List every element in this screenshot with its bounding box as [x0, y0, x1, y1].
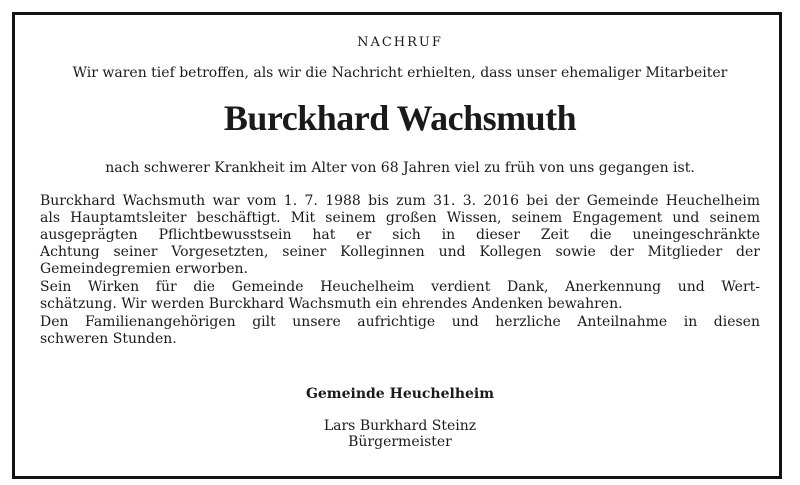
paragraph-line: Gemeindegremien erworben. — [40, 261, 249, 277]
after-name-text: nach schwerer Krankheit im Alter von 68 Jahren viel zu früh von uns gegangen ist. — [105, 160, 695, 176]
deceased-name: Burckhard Wachsmuth — [223, 98, 577, 138]
paragraph-line: Burckhard Wachsmuth war vom 1. 7. 1988 bis zum 31. 3. 2016 bei der Gemeinde Heuchelheim — [40, 193, 760, 209]
paragraph-line: Sein Wirken für die Gemeinde Heuchelheim verdient Dank, Anerkennung und Wert- — [40, 279, 760, 295]
paragraph-line: schätzung. Wir werden Burckhard Wachsmuth ein ehrendes Andenken bewahren. — [40, 296, 623, 312]
intro-text: Wir waren tief betroffen, als wir die Nachricht erhielten, dass unser ehemaliger Mitarbeiter — [72, 65, 728, 81]
paragraph-line: ausgeprägten Pflichtbewusstsein hat er sich in dieser Zeit die uneingeschränkte — [40, 227, 760, 243]
signer-title: Bürgermeister — [348, 434, 452, 450]
paragraph-line: Den Familienangehörigen gilt unsere aufrichtige und herzliche Anteilnahme in diesen — [40, 314, 760, 330]
paragraph-gratitude — [40, 279, 760, 313]
paragraph-line: schweren Stunden. — [40, 331, 177, 347]
signer-name: Lars Burkhard Steinz — [323, 418, 477, 434]
paragraph-employment — [40, 193, 760, 278]
notice-heading: NACHRUF — [357, 35, 443, 50]
paragraph-line: Achtung seiner Vorgesetzten, seiner Kolleginnen und Kollegen sowie der Mitglieder der — [40, 244, 760, 260]
paragraph-line: als Hauptamtsleiter beschäftigt. Mit seinem großen Wissen, seinem Engagement und seinem — [40, 210, 760, 226]
paragraph-condolences — [40, 314, 760, 348]
organization-name: Gemeinde Heuchelheim — [305, 386, 495, 402]
